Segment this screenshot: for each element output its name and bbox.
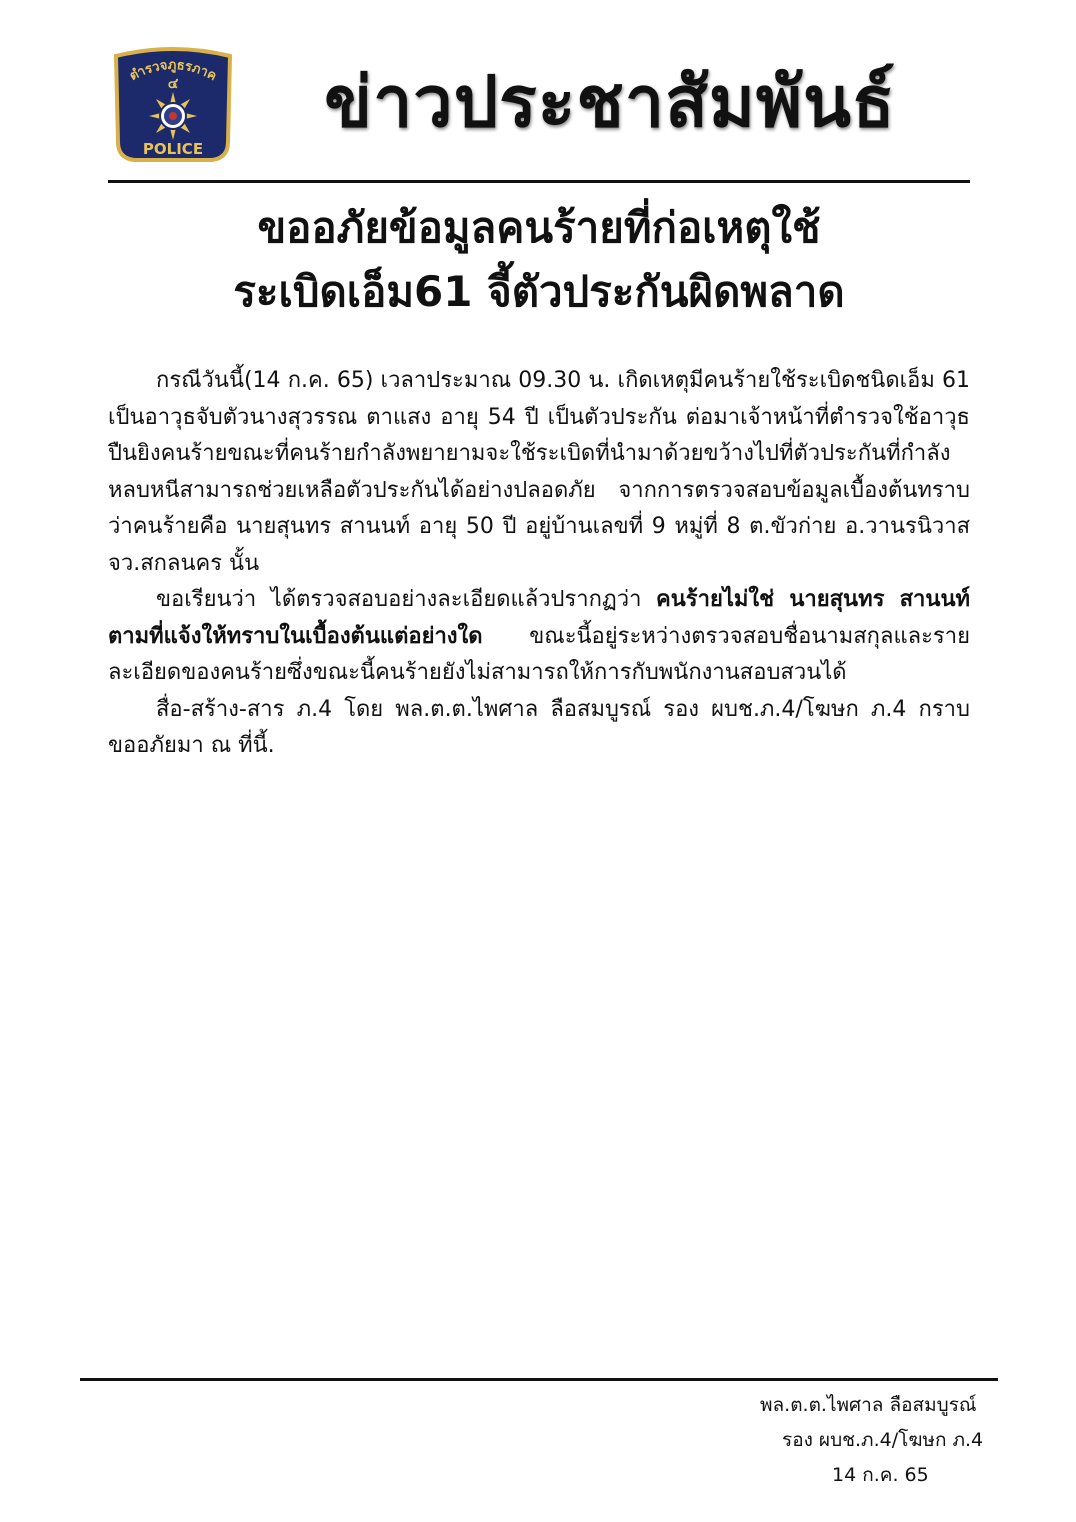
signatory-position: รอง ผบช.ภ.4/โฆษก ภ.4 bbox=[782, 1429, 984, 1451]
signature-block bbox=[700, 1388, 1010, 1493]
footer-divider bbox=[80, 1378, 998, 1381]
press-release-body bbox=[108, 363, 970, 765]
header-divider bbox=[108, 180, 970, 183]
paragraph-1: กรณีวันนี้(14 ก.ค. 65) เวลาประมาณ 09.30 น. เกิดเหตุมีคนร้ายใช้ระเบิดชนิดเอ็ม 61 เป็นอาวุธจับตัวนางสุวรรณ ตาแสง อายุ 54 ปี เป็นตัวประกัน ต่อมาเจ้าหน้าที่ตำรวจใช้อาวุธปืนยิงคนร้ายขณะที่คนร้ายกำลังพยายามจะใช้ระเบิดที่นำมาด้วยขว้างไปที่ตัวประกันที่กำลังหลบหนีสามารถช่วยเหลือตัวประกันได้อย่างปลอดภัย จากการตรวจสอบข้อมูลเบื้องต้นทราบว่าคนร้ายคือ นายสุนทร สานนท์ อายุ 50 ปี อยู่บ้านเลขที่ 9 หมู่ที่ 8 ต.ขัวก่าย อ.วานรนิวาส จว.สกลนคร นั้น bbox=[108, 368, 970, 576]
badge-bottom-text: POLICE bbox=[142, 140, 204, 158]
paragraph-2 bbox=[108, 582, 970, 692]
headline bbox=[108, 196, 970, 324]
signature-date: 14 ก.ค. 65 bbox=[832, 1464, 929, 1486]
badge-region-numeral: ๔ bbox=[167, 76, 179, 92]
correction-statement: คนร้ายไม่ใช่ นายสุนทร สานนท์ ตามที่แจ้งให้ทราบในเบื้องต้นแต่อย่างใด bbox=[108, 587, 970, 649]
headline-line-2: ระเบิดเอ็ม61 จี้ตัวประกันผิดพลาด bbox=[233, 267, 845, 316]
paragraph-2-start: ขอเรียนว่า ได้ตรวจสอบอย่างละเอียดแล้วปรากฏว่า bbox=[156, 587, 657, 612]
badge-top-text: ตำรวจภูธรภาค bbox=[127, 57, 219, 85]
police-badge-logo bbox=[110, 46, 236, 170]
headline-line-1: ขออภัยข้อมูลคนร้ายที่ก่อเหตุใช้ bbox=[257, 203, 821, 252]
signatory-name: พล.ต.ต.ไพศาล ลือสมบูรณ์ bbox=[760, 1394, 977, 1416]
paragraph-2-end: ขณะนี้อยู่ระหว่างตรวจสอบชื่อนามสกุลและรายละเอียดของคนร้ายซึ่งขณะนี้คนร้ายยังไม่สามารถให้การกับพนักงานสอบสวนได้ bbox=[108, 623, 970, 685]
paragraph-3: สื่อ-สร้าง-สาร ภ.4 โดย พล.ต.ต.ไพศาล ลือสมบูรณ์ รอง ผบช.ภ.4/โฆษก ภ.4 กราบขออภัยมา ณ ที่นี้. bbox=[108, 696, 970, 758]
page-title: ข่าวประชาสัมพันธ์ bbox=[324, 60, 896, 143]
